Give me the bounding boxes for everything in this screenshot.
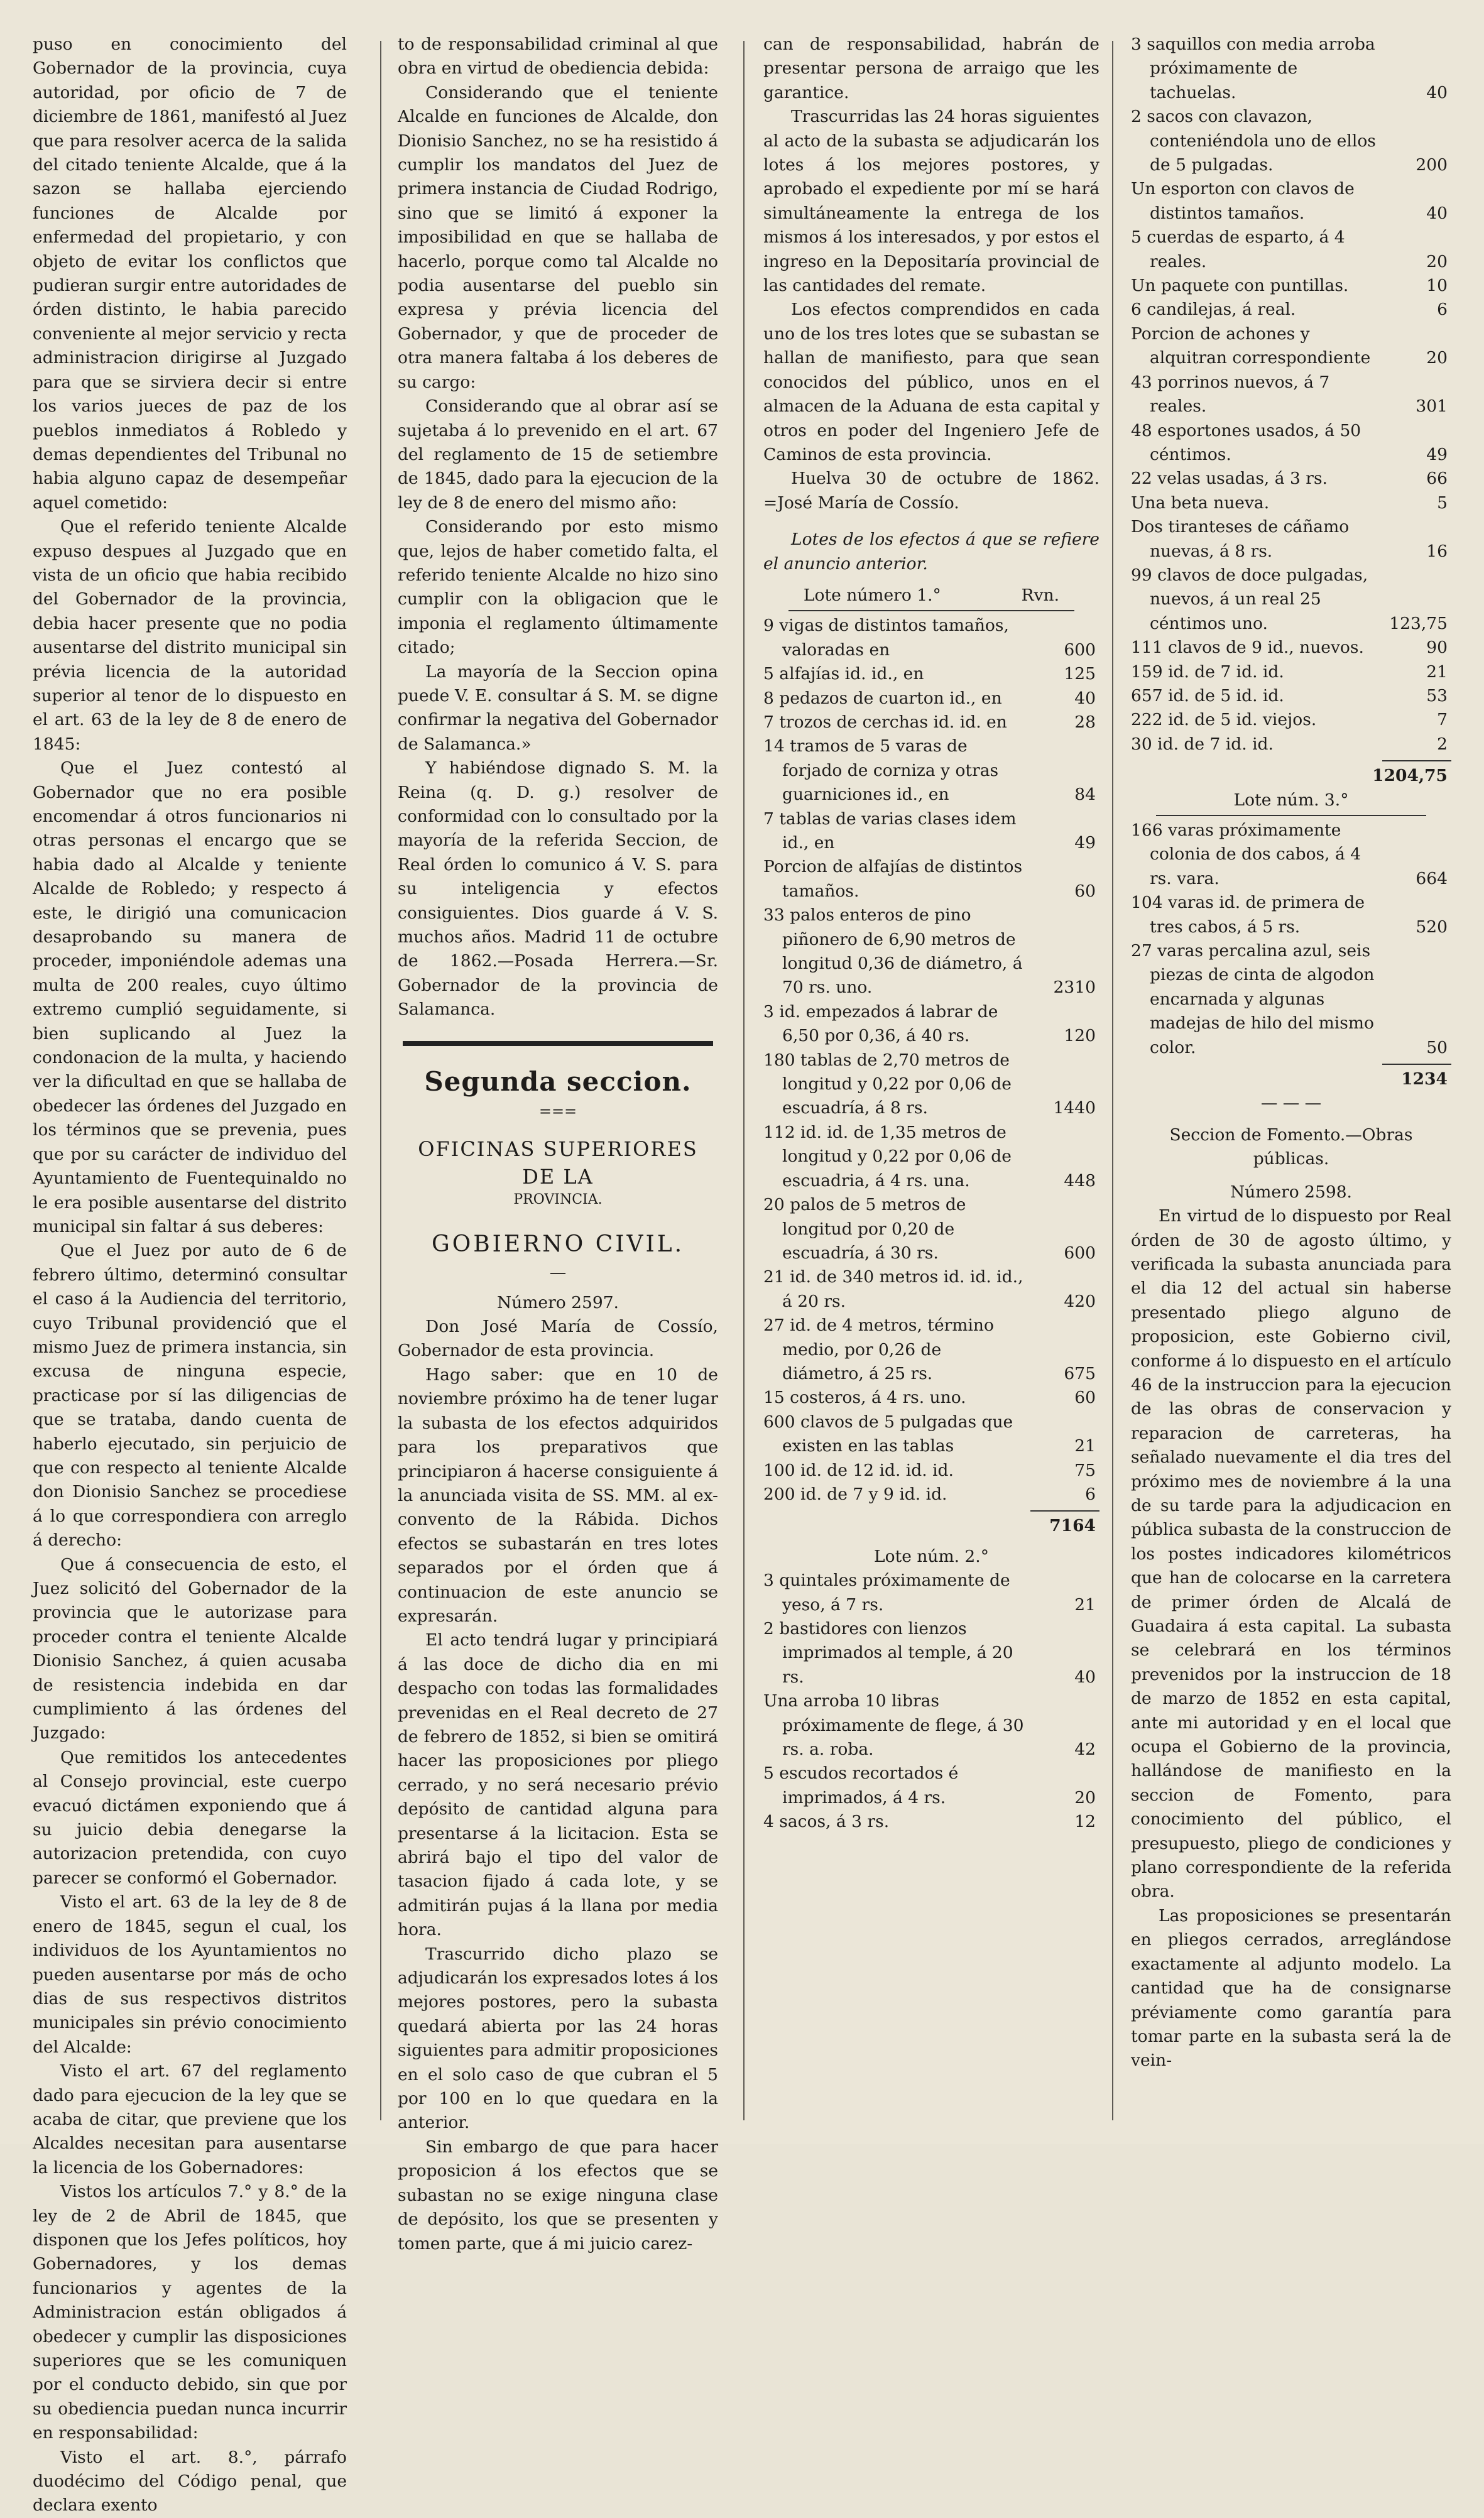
notice-number: Número 2597. xyxy=(497,1292,619,1312)
item-value: 42 xyxy=(1074,1740,1096,1760)
item-value: 664 xyxy=(1416,868,1448,888)
item-description: Porcion de alfajías de distintos tamaños. xyxy=(763,857,1023,901)
item-description: 20 palos de 5 metros de longitud por 0,20 de escuadría, á 30 rs. xyxy=(763,1195,966,1263)
item-description: 104 varas id. de primera de tres cabos, á 5 rs. xyxy=(1131,893,1365,937)
item-description: 21 id. de 340 metros id. id. id., á 20 rs. xyxy=(763,1267,1023,1311)
lot-total: 7164 xyxy=(1049,1516,1096,1536)
paragraph: Trascurridas las 24 horas siguientes al acto de la subasta se adjudicarán los lotes á los mejores postores, y aprobado el expediente por mí se hará simultáneamente la entrega de los mismos á los interesados, y por estos el ingreso en la Depositaría provincial de las cantidades del remate. xyxy=(763,107,1099,296)
lot-item xyxy=(763,711,1099,734)
lot-label: Lote número 1.° xyxy=(803,585,941,605)
item-description: 27 varas percalina azul, seis piezas de cinta de algodon encarnada y algunas madejas de hilo del mismo color. xyxy=(1131,941,1375,1057)
item-description: 657 id. de 5 id. id. xyxy=(1131,685,1284,706)
paragraph: can de responsabilidad, habrán de presentar persona de arraigo que les garantice. xyxy=(763,35,1099,102)
item-value: 40 xyxy=(1426,82,1448,102)
item-description: 166 varas próximamente colonia de dos cabos, á 4 rs. vara. xyxy=(1131,820,1361,888)
item-description: 30 id. de 7 id. id. xyxy=(1131,734,1274,754)
item-description: 27 id. de 4 metros, término medio, por 0,26 de diámetro, á 25 rs. xyxy=(763,1316,994,1383)
paragraph: Considerando que al obrar así se sujetaba á lo prevenido en el art. 67 del reglamento de 15 de setiembre de 1845, dado para la ejecucion de la ley de 8 de enero del mismo año: xyxy=(398,396,718,513)
paragraph: Vistos los artículos 7.° y 8.° de la ley de 2 de Abril de 1845, que disponen que los Jefes políticos, hoy Gobernadores, y los demas funcionarios y agentes de la Administracion están obligados á obedecer y cumplir las disposiciones superiores que se les comuniquen por el conducto debido, sin que por su obediencia puedan nunca incurrir en responsabilidad: xyxy=(33,2182,347,2443)
paragraph: Que á consecuencia de esto, el Juez solicitó del Gobernador de la provincia que le autorizase para proceder contra el teniente Alcalde Dionisio Sanchez, á quien acusaba de resistencia indebida en dar cumplimiento á las órdenes del Juzgado: xyxy=(33,1554,347,1743)
item-description: 222 id. de 5 id. viejos. xyxy=(1131,710,1317,730)
item-description: 15 costeros, á 4 rs. uno. xyxy=(763,1388,966,1408)
lot-item xyxy=(763,807,1099,856)
item-value: 12 xyxy=(1074,1812,1096,1832)
lot-item xyxy=(763,1000,1099,1049)
item-description: Dos tiranteses de cáñamo nuevas, á 8 rs. xyxy=(1131,517,1350,561)
item-description: 159 id. de 7 id. id. xyxy=(1131,662,1284,682)
ornament: — — — xyxy=(1260,1093,1322,1113)
item-value: 2310 xyxy=(1053,978,1096,998)
item-description: Un esporton con clavos de distintos tamaños. xyxy=(1131,179,1355,223)
lot-total: 1204,75 xyxy=(1372,766,1448,786)
column-4 xyxy=(1131,33,1451,2131)
divider xyxy=(788,610,1074,611)
lot-item xyxy=(1131,733,1451,756)
lot-item xyxy=(1131,105,1451,177)
lot-1-list xyxy=(763,614,1099,1507)
item-value: 28 xyxy=(1074,712,1096,732)
lot-item xyxy=(1131,274,1451,298)
item-description: 99 clavos de doce pulgadas, nuevos, á un real 25 céntimos uno. xyxy=(1131,565,1368,633)
item-description: 4 sacos, á 3 rs. xyxy=(763,1812,890,1832)
item-description: 8 pedazos de cuarton id., en xyxy=(763,688,1002,708)
lot-item xyxy=(763,1049,1099,1121)
paragraph: El acto tendrá lugar y principiará á las doce de dicho dia en mi despacho con todas las formalidades prevenidas en el Real decreto de 27 de febrero de 1852, si bien se omitirá hacer las proposiciones por pliego cerrado, y no será necesario prévio depósito de cantidad alguna para presentarse á la licitacion. Esta se abrirá bajo el tipo del valor de tasacion fijado á cada lote, y se admitirán pujas á la llana por media hora. xyxy=(398,1630,718,1940)
ornament: === xyxy=(538,1102,577,1120)
paragraph: La mayoría de la Seccion opina puede V. E. consultar á S. M. se digne confirmar la negativa del Gobernador de Salamanca.» xyxy=(398,662,718,754)
lot-item xyxy=(763,1386,1099,1410)
paragraph: Que el Juez contestó al Gobernador que no era posible encomendar á otros funcionarios ni otras personas el encargo que se habia dado al Alcalde y teniente Alcalde de Robledo; y respecto á este, le dirigió una comunicacion desaprobando su manera de proceder, imponiéndole ademas una multa de 200 reales, cuyo último extremo cumplió seguidamente, si bien suplicando al Juez la condonacion de la multa, y haciendo ver la dificultad en que se hallaba de obedecer las órdenes del Juzgado en los términos que se prevenia, pues que por su carácter de individuo del Ayuntamiento de Fuentequinaldo no le era posible ausentarse del distrito municipal sin faltar á sus deberes: xyxy=(33,758,347,1236)
paragraph: Trascurrido dicho plazo se adjudicarán los expresados lotes á los mejores postores, pero la subasta quedará abierta por las 24 horas siguientes para admitir proposiciones en el solo caso de que cubran el 5 por 100 en lo que quedara en la anterior. xyxy=(398,1944,718,2133)
item-value: 40 xyxy=(1074,1667,1096,1687)
paragraph: Sin embargo de que para hacer proposicion á los efectos que se subastan no se exige ninguna clase de depósito, los que se presenten y tomen parte, que á mi juicio carez- xyxy=(398,2137,718,2254)
item-value: 125 xyxy=(1064,664,1096,684)
lot-item xyxy=(763,614,1099,662)
column-2 xyxy=(398,33,718,2254)
lot-total: 1234 xyxy=(1401,1069,1448,1089)
item-description: 14 tramos de 5 varas de forjado de corniza y otras guarniciones id., en xyxy=(763,736,999,805)
lot-item xyxy=(763,734,1099,807)
item-description: 180 tablas de 2,70 metros de longitud y 0,22 por 0,06 de escuadría, á 8 rs. xyxy=(763,1050,1012,1118)
item-value: 301 xyxy=(1416,396,1448,417)
lot-label: Lote núm. 3.° xyxy=(1233,790,1349,810)
item-description: 2 bastidores con lienzos imprimados al temple, á 20 rs. xyxy=(763,1619,1013,1687)
lot-item xyxy=(1131,467,1451,491)
lot-item xyxy=(763,1810,1099,1834)
column-rule xyxy=(1112,41,1113,2120)
item-description: 3 saquillos con media arroba próximamente de tachuelas. xyxy=(1131,35,1375,102)
column-3 xyxy=(763,33,1099,2131)
lot-item xyxy=(1131,491,1451,515)
item-description: 2 sacos con clavazon, conteniéndola uno de ellos de 5 pulgadas. xyxy=(1131,107,1376,175)
item-description: 600 clavos de 5 pulgadas que existen en las tablas xyxy=(763,1412,1013,1456)
paragraph: En virtud de lo dispuesto por Real órden de 30 de agosto último, y verificada la subasta anunciada para el dia 12 del actual sin haberse presentado pliego alguno de proposicion, este Gobierno civil, conforme á lo dispuesto en el artículo 46 de la instruccion para la ejecucion de las obras de conservacion y reparacion de carreteras, ha señalado nuevamente el dia tres del próximo mes de noviembre á la una de su tarde para la adjudicacion en pública subasta de la construccion de los postes indicadores kilométricos que han de colocarse en la carretera de primer órden de Alcalá de Guadaira á esta capital. La subasta se celebrará en los términos prevenidos por la instruccion de 18 de marzo de 1852 en esta capital, ante mi autoridad y en el local que ocupa el Gobierno de la provincia, hallándose de manifiesto en la seccion de Fomento, para conocimiento del público, el presupuesto, pliego de condiciones y plano correspondiente de la referida obra. xyxy=(1131,1206,1451,1902)
lot-item xyxy=(763,1569,1099,1617)
item-value: 49 xyxy=(1426,444,1448,464)
item-value: 5 xyxy=(1437,493,1448,513)
item-description: Una arroba 10 libras próximamente de flege, á 30 rs. a. roba. xyxy=(763,1691,1024,1760)
item-value: 20 xyxy=(1074,1787,1096,1807)
item-description: Porcion de achones y alquitran correspondiente xyxy=(1131,324,1371,368)
lot-item xyxy=(763,1483,1099,1507)
paragraph: Y habiéndose dignado S. M. la Reina (q. D. g.) resolver de conformidad con lo consultado por la mayoría de la referida Seccion, de Real órden lo comunico á V. S. para su inteligencia y efectos consiguientes. Dios guarde á V. S. muchos años. Madrid 11 de octubre de 1862.—Posada Herrera.—Sr. Gobernador de la provincia de Salamanca. xyxy=(398,758,718,1020)
column-rule xyxy=(743,41,745,2120)
lot-item xyxy=(763,1121,1099,1193)
item-value: 10 xyxy=(1426,276,1448,296)
item-value: 60 xyxy=(1074,1388,1096,1408)
notice-number: Número 2598. xyxy=(1230,1182,1352,1202)
item-value: 520 xyxy=(1416,917,1448,937)
office-subheading: PROVINCIA. xyxy=(513,1191,603,1207)
lot-item xyxy=(1131,371,1451,419)
lot-item xyxy=(763,903,1099,1000)
item-description: 5 alfajías id. id., en xyxy=(763,664,924,684)
lot-item xyxy=(1131,564,1451,636)
item-description: 7 trozos de cerchas id. id. en xyxy=(763,712,1007,732)
divider xyxy=(1156,815,1426,816)
item-description: 43 porrinos nuevos, á 7 reales. xyxy=(1131,372,1330,417)
paragraph: Visto el art. 67 del reglamento dado para ejecucion de la ley que se acaba de citar, que previene que los Alcaldes necesitan para ausentarse la licencia de los Gobernadores: xyxy=(33,2061,347,2177)
paragraph: puso en conocimiento del Gobernador de la provincia, cuya autoridad, por oficio de 7 de diciembre de 1861, manifestó al Juez que para resolver acerca de la salida del citado teniente Alcalde, que á la sazon se hallaba ejerciendo funciones de Alcalde por enfermedad del propietario, y con objeto de evitar los conflictos que pudieran surgir entre autoridades de órden distinto, le habia parecido conveniente al mejor servicio y recta administracion dirigirse al Juzgado para que se sirviera decir si entre los varios jueces de paz de los pueblos inmediatos á Robledo y demas dependientes del Tribunal no habia alguno capaz de desempeñar aquel cometido: xyxy=(33,35,347,513)
lot-item xyxy=(1131,708,1451,732)
item-description: 22 velas usadas, á 3 rs. xyxy=(1131,469,1328,489)
section-heading: Seccion de Fomento.—Obras públicas. xyxy=(1169,1125,1413,1169)
paragraph: Los efectos comprendidos en cada uno de los tres lotes que se subastan se hallan de manifiesto, para que sean conocidos del público, unos en el almacen de la Aduana de esta capital y otros en poder del Ingeniero Jefe de Caminos de esta provincia. xyxy=(763,300,1099,464)
paragraph: Que remitidos los antecedentes al Consejo provincial, este cuerpo evacuó dictámen exponiendo que á su juicio debia denegarse la autorizacion pretendida, con cuyo parecer se conformó el Gobernador. xyxy=(33,1747,347,1888)
lot-item xyxy=(1131,891,1451,939)
item-value: 21 xyxy=(1426,662,1448,682)
paragraph: Las proposiciones se presentarán en pliegos cerrados, arreglándose exactamente al adjunto modelo. La cantidad que ha de consignarse préviamente como garantía para tomar parte en la subasta será la de vein- xyxy=(1131,1905,1451,2071)
item-value: 40 xyxy=(1426,203,1448,223)
item-value: 90 xyxy=(1426,638,1448,658)
item-value: 600 xyxy=(1064,1243,1096,1263)
item-value: 50 xyxy=(1426,1037,1448,1057)
item-value: 2 xyxy=(1437,734,1448,754)
lot-item xyxy=(1131,515,1451,564)
item-description: 100 id. de 12 id. id. id. xyxy=(763,1460,954,1480)
item-description: Una beta nueva. xyxy=(1131,493,1270,513)
paragraph: to de responsabilidad criminal al que obra en virtud de obediencia debida: xyxy=(398,35,718,79)
paragraph: Hago saber: que en 10 de noviembre próximo ha de tener lugar la subasta de los efectos adquiridos para los preparativos que principiaron á hacerse consiguiente á la anunciada visita de SS. MM. al ex-convento de la Rábida. Dichos efectos se subastarán en tres lotes separados por el órden que á continuacion de este anuncio se expresarán. xyxy=(398,1365,718,1626)
lot-2-list xyxy=(763,1569,1099,1834)
paragraph: Don José María de Cossío, Gobernador de esta provincia. xyxy=(398,1317,718,1361)
item-value: 49 xyxy=(1074,833,1096,853)
lot-item xyxy=(763,1314,1099,1386)
lot-item xyxy=(1131,684,1451,708)
lots-title: Lotes de los efectos á que se refiere el anuncio anterior. xyxy=(763,530,1099,574)
item-value: 420 xyxy=(1064,1291,1096,1311)
lot-item xyxy=(1131,298,1451,322)
item-value: 84 xyxy=(1074,785,1096,805)
item-value: 60 xyxy=(1074,881,1096,901)
item-value: 21 xyxy=(1074,1594,1096,1615)
ornament: — xyxy=(549,1262,567,1282)
lot-item xyxy=(1131,177,1451,226)
item-value: 120 xyxy=(1064,1026,1096,1046)
lot-header xyxy=(763,584,1099,608)
lot-item xyxy=(1131,419,1451,467)
paragraph: Visto el art. 63 de la ley de 8 de enero de 1845, segun el cual, los individuos de los Ayuntamientos no pueden ausentarse por más de ocho dias de sus respectivos distritos municipales sin prévio conocimiento del Alcalde: xyxy=(33,1892,347,2057)
government-heading: GOBIERNO CIVIL. xyxy=(431,1231,685,1257)
item-value: 6 xyxy=(1437,300,1448,320)
item-description: 5 escudos recortados é imprimados, á 4 rs. xyxy=(763,1763,959,1807)
item-description: 200 id. de 7 y 9 id. id. xyxy=(763,1484,947,1504)
lot-3-list xyxy=(1131,819,1451,1060)
item-value: 16 xyxy=(1426,541,1448,561)
item-description: 3 id. empezados á labrar de 6,50 por 0,36, á 40 rs. xyxy=(763,1001,998,1046)
lot-item xyxy=(763,1193,1099,1265)
lot-label: Lote núm. 2.° xyxy=(874,1546,989,1566)
item-description: 7 tablas de varias clases idem id., en xyxy=(763,809,1017,853)
lot-item xyxy=(1131,636,1451,660)
lot-item xyxy=(763,1689,1099,1762)
item-description: 3 quintales próximamente de yeso, á 7 rs. xyxy=(763,1571,1010,1615)
section-divider xyxy=(403,1041,713,1046)
lot-item xyxy=(763,687,1099,711)
item-description: 5 cuerdas de esparto, á 4 reales. xyxy=(1131,227,1345,271)
item-value: 600 xyxy=(1064,640,1096,660)
item-value: 53 xyxy=(1426,685,1448,706)
lot-item xyxy=(763,662,1099,686)
lot-item xyxy=(763,1459,1099,1483)
item-value: 75 xyxy=(1074,1460,1096,1480)
item-value: 123,75 xyxy=(1389,613,1448,633)
item-value: 66 xyxy=(1426,469,1448,489)
paragraph: Que el Juez por auto de 6 de febrero último, determinó consultar el caso á la Audiencia del territorio, cuyo Tribunal providenció que el mismo Juez de primera instancia, sin excusa de ninguna especie, practicase por sí las diligencias de que se trataba, dando cuenta de haberlo ejecutado, sin perjuicio de que con respecto al teniente Alcalde don Dionisio Sanchez se procediese á lo que correspondiera con arreglo á derecho: xyxy=(33,1241,347,1551)
paragraph: Visto el art. 8.°, párrafo duodécimo del Código penal, que declara exento xyxy=(33,2447,347,2515)
item-value: 6 xyxy=(1085,1484,1096,1504)
lot-item xyxy=(1131,819,1451,891)
lot-item xyxy=(763,1410,1099,1459)
section-heading: Segunda seccion. xyxy=(424,1066,692,1097)
item-value: 675 xyxy=(1064,1363,1096,1383)
paragraph: Que el referido teniente Alcalde expuso despues al Juzgado que en vista de un oficio que habia recibido del Gobernador de la provincia, debia hacer presente que no podia ausentarse del distrito municipal sin prévia licencia de la autoridad superior al tenor de lo dispuesto en el art. 63 de la ley de 8 de enero de 1845: xyxy=(33,517,347,754)
item-value: 20 xyxy=(1426,348,1448,368)
item-value: 40 xyxy=(1074,688,1096,708)
lot-item xyxy=(1131,322,1451,371)
currency-label: Rvn. xyxy=(1021,585,1060,605)
column-rule xyxy=(380,41,381,2120)
office-heading: OFICINAS SUPERIORES DE LA xyxy=(418,1136,698,1189)
lot-2-list-cont xyxy=(1131,33,1451,756)
item-description: 6 candilejas, á real. xyxy=(1131,300,1296,320)
paragraph: Huelva 30 de octubre de 1862. =José María de Cossío. xyxy=(763,469,1099,513)
item-description: Un paquete con puntillas. xyxy=(1131,276,1349,296)
item-description: 48 esportones usados, á 50 céntimos. xyxy=(1131,420,1361,464)
lot-item xyxy=(763,1265,1099,1314)
lot-item xyxy=(763,855,1099,903)
lot-item xyxy=(1131,33,1451,105)
item-description: 111 clavos de 9 id., nuevos. xyxy=(1131,638,1364,658)
item-value: 1440 xyxy=(1053,1098,1096,1118)
lot-item xyxy=(1131,226,1451,274)
item-description: 33 palos enteros de pino piñonero de 6,90 metros de longitud 0,36 de diámetro, á 70 rs. uno. xyxy=(763,905,1023,998)
item-value: 21 xyxy=(1074,1436,1096,1456)
item-value: 448 xyxy=(1064,1170,1096,1191)
paragraph: Considerando por esto mismo que, lejos de haber cometido falta, el referido teniente Alcalde no hizo sino cumplir con la obligacion que le imponia el reglamento últimamente citado; xyxy=(398,517,718,658)
lot-item xyxy=(1131,660,1451,684)
item-value: 20 xyxy=(1426,251,1448,271)
paragraph: Considerando que el teniente Alcalde en funciones de Alcalde, don Dionisio Sanchez, no se ha resistido á cumplir los mandatos del Juez de primera instancia de Ciudad Rodrigo, sino que se limitó á exponer la imposibilidad en que se hallaba de hacerlo, porque como tal Alcalde no podia ausentarse del pueblo sin expresa y prévia licencia del Gobernador, y que de proceder de otra manera faltaba á los deberes de su cargo: xyxy=(398,82,718,392)
column-1 xyxy=(33,33,347,2515)
item-description: 9 vigas de distintos tamaños, valoradas en xyxy=(763,616,1009,660)
item-description: 112 id. id. de 1,35 metros de longitud y 0,22 por 0,06 de escuadria, á 4 rs. una. xyxy=(763,1122,1012,1191)
lot-item xyxy=(1131,939,1451,1060)
item-value: 200 xyxy=(1416,155,1448,175)
item-value: 7 xyxy=(1437,710,1448,730)
lot-item xyxy=(763,1617,1099,1689)
lot-item xyxy=(763,1762,1099,1810)
